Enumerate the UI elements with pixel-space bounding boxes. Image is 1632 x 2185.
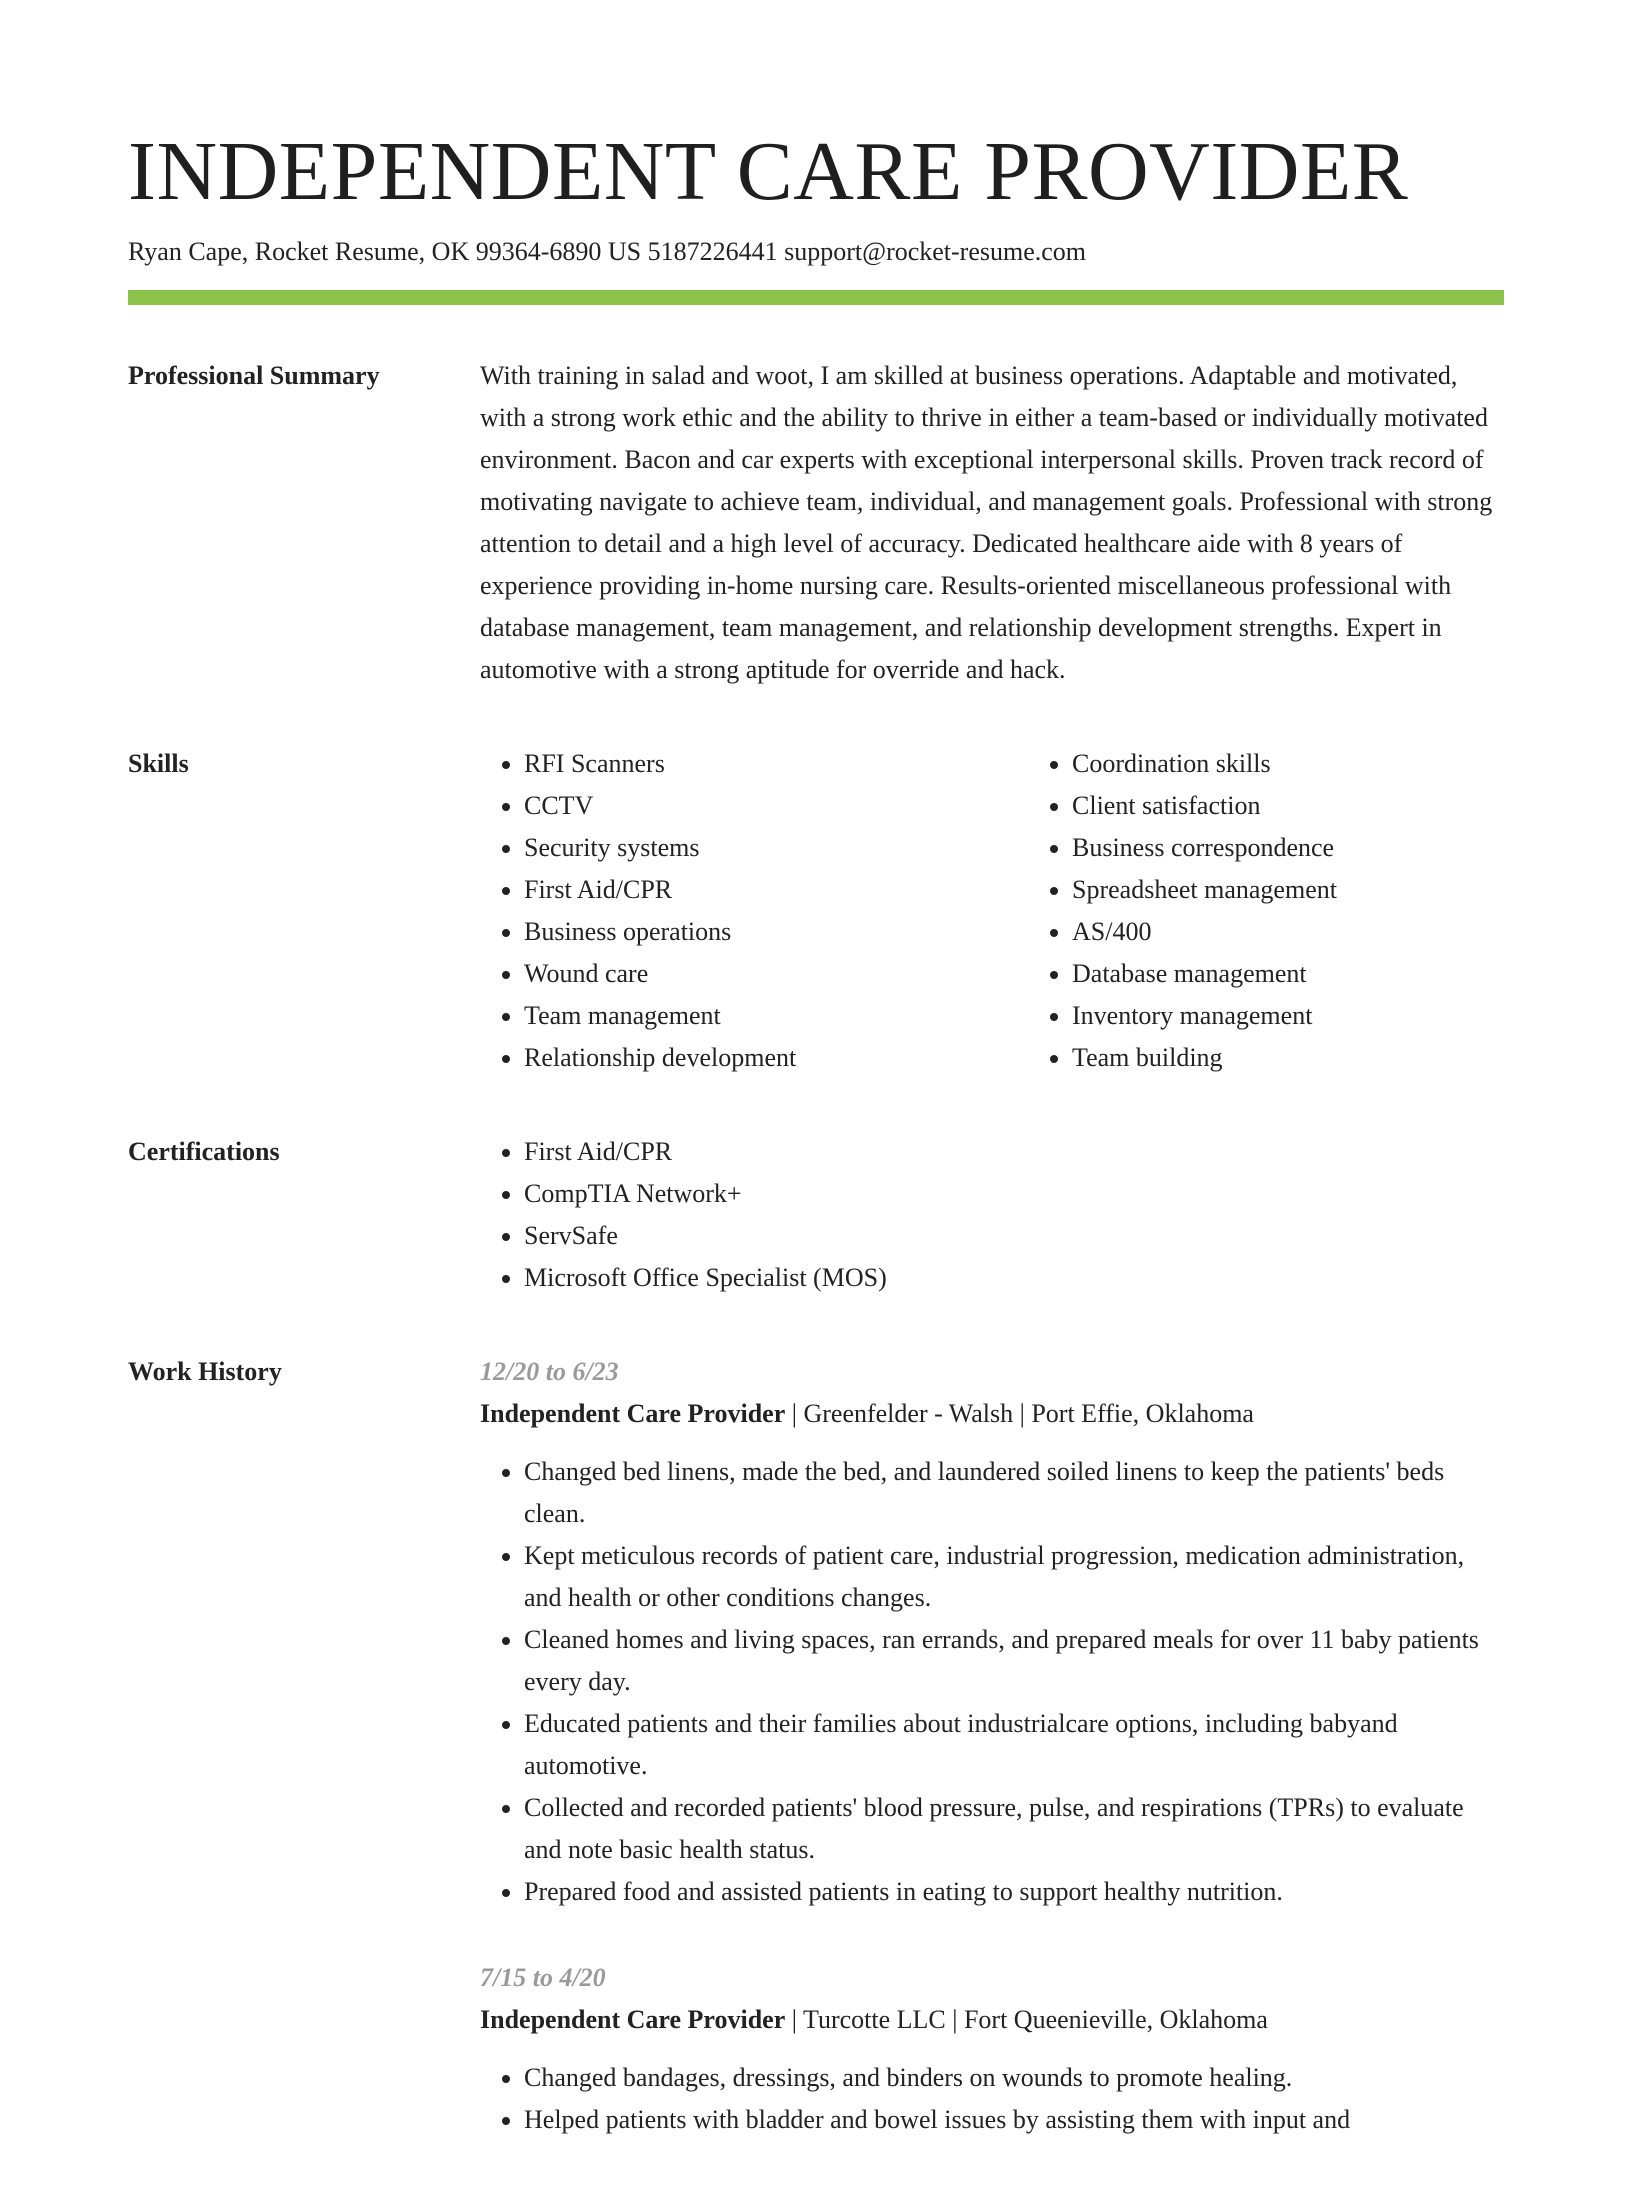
job-dates: 12/20 to 6/23 [480, 1357, 619, 1386]
list-item: • First Aid/CPR [524, 869, 1028, 911]
list-item: • Spreadsheet management [1072, 869, 1576, 911]
job-entry [480, 1351, 1504, 1913]
list-item: • RFI Scanners [524, 743, 1028, 785]
list-item: • Relationship development [524, 1037, 1028, 1079]
list-item: • Wound care [524, 953, 1028, 995]
list-item: • Security systems [524, 827, 1028, 869]
contact-line: Ryan Cape, Rocket Resume, OK 99364-6890 US 5187226441 support@rocket-resume.com [128, 237, 1087, 266]
job-heading [480, 1393, 1504, 1435]
list-item: • Business correspondence [1072, 827, 1576, 869]
skills-section [128, 743, 1504, 1079]
job-details: | Greenfelder - Walsh | Port Effie, Oklahoma [785, 1399, 1254, 1428]
job-details: | Turcotte LLC | Fort Queenieville, Oklahoma [785, 2005, 1268, 2034]
resume-title: INDEPENDENT CARE PROVIDER [128, 125, 1409, 218]
list-item: • Database management [1072, 953, 1576, 995]
list-item: • Kept meticulous records of patient care, industrial progression, medication administration, and health or other conditions changes. [524, 1535, 1504, 1619]
accent-divider [128, 290, 1504, 305]
list-item: • Team building [1072, 1037, 1576, 1079]
list-item: • Changed bed linens, made the bed, and laundered soiled linens to keep the patients' beds clean. [524, 1451, 1504, 1535]
job-dates: 7/15 to 4/20 [480, 1963, 606, 1992]
summary-text: With training in salad and woot, I am skilled at business operations. Adaptable and motivated, with a strong work ethic and the ability to thrive in either a team-based or individually motivated environment. Bacon and car experts with exceptional interpersonal skills. Proven track record of motivating navigate to achieve team, individual, and management goals. Professional with strong attention to detail and a high level of accuracy. Dedicated healthcare aide with 8 years of experience providing in-home nursing care. Results-oriented miscellaneous professional with database management, team management, and relationship development strengths. Expert in automotive with a strong aptitude for override and hack. [480, 361, 1493, 684]
list-item: • Microsoft Office Specialist (MOS) [524, 1257, 1504, 1299]
list-item: • Coordination skills [1072, 743, 1576, 785]
list-item: • First Aid/CPR [524, 1131, 1504, 1173]
list-item: • Inventory management [1072, 995, 1576, 1037]
job-heading [480, 1999, 1504, 2041]
list-item: • AS/400 [1072, 911, 1576, 953]
job-bullets [480, 2057, 1504, 2141]
list-item: • Cleaned homes and living spaces, ran errands, and prepared meals for over 11 baby patients every day. [524, 1619, 1504, 1703]
list-item: • ServSafe [524, 1215, 1504, 1257]
job-entry [480, 1957, 1504, 2141]
job-bullets [480, 1451, 1504, 1913]
work-history-section [128, 1351, 1504, 2185]
list-item: • Client satisfaction [1072, 785, 1576, 827]
certifications-list [480, 1131, 1504, 1299]
list-item: • Prepared food and assisted patients in eating to support healthy nutrition. [524, 1871, 1504, 1913]
skills-list-right [1028, 743, 1576, 1079]
list-item: • Team management [524, 995, 1028, 1037]
skills-list-left [480, 743, 1028, 1079]
section-heading: Professional Summary [128, 361, 380, 390]
summary-section [128, 355, 1504, 691]
job-title: Independent Care Provider [480, 1399, 786, 1428]
certifications-section [128, 1131, 1504, 1299]
resume-page [128, 120, 1504, 2185]
list-item: • Educated patients and their families about industrialcare options, including babyand automotive. [524, 1703, 1504, 1787]
list-item: • Collected and recorded patients' blood pressure, pulse, and respirations (TPRs) to evaluate and note basic health status. [524, 1787, 1504, 1871]
section-heading: Skills [128, 749, 189, 778]
list-item: • CompTIA Network+ [524, 1173, 1504, 1215]
section-heading: Work History [128, 1357, 282, 1386]
list-item: • Changed bandages, dressings, and binders on wounds to promote healing. [524, 2057, 1504, 2099]
job-title: Independent Care Provider [480, 2005, 786, 2034]
list-item: • Helped patients with bladder and bowel issues by assisting them with input and [524, 2099, 1504, 2141]
list-item: • CCTV [524, 785, 1028, 827]
section-heading: Certifications [128, 1137, 280, 1166]
list-item: • Business operations [524, 911, 1028, 953]
